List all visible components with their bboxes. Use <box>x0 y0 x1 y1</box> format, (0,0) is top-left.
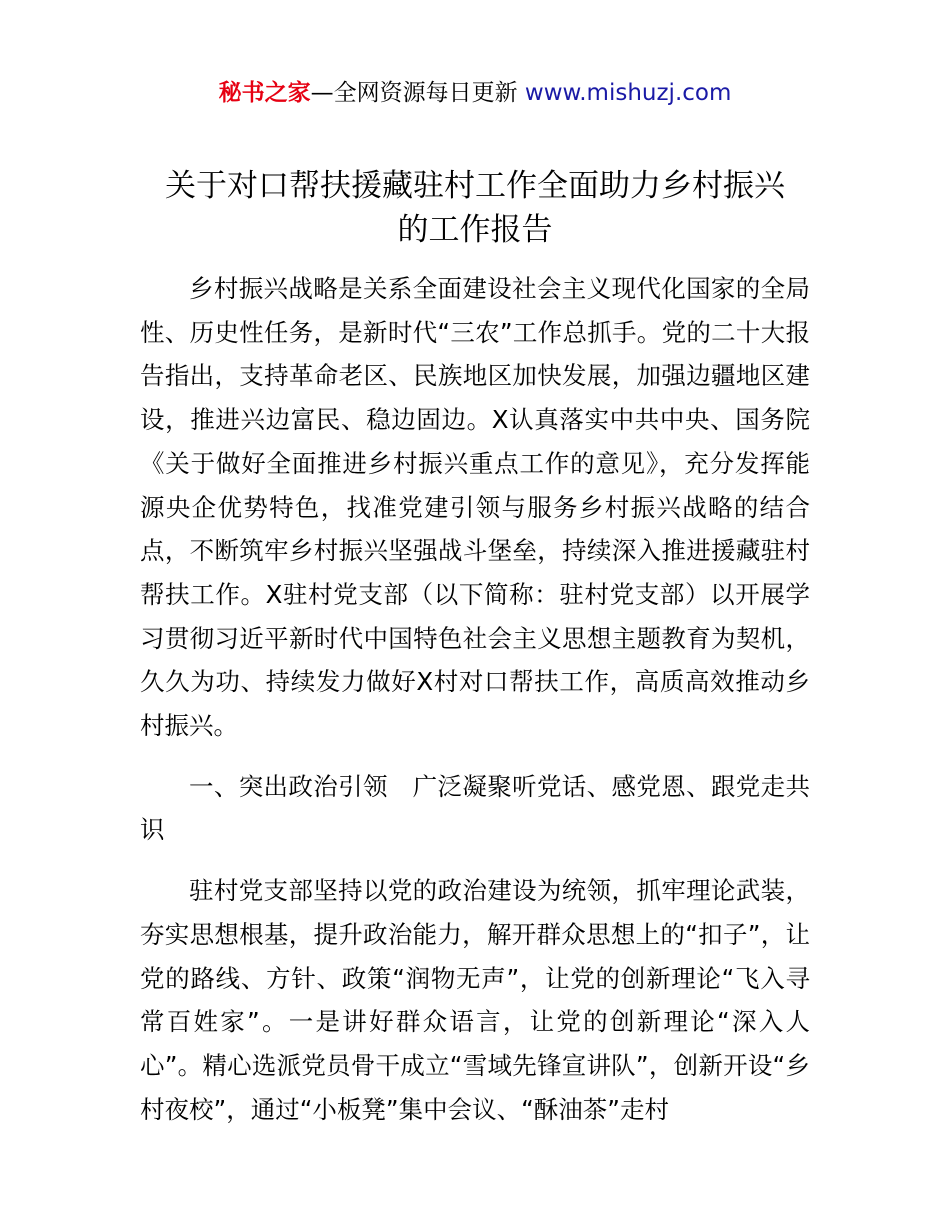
document-body <box>140 267 810 1131</box>
document-title-line-1: 关于对口帮扶援藏驻村工作全面助力乡村振兴 <box>165 168 785 204</box>
section-1-paragraph: 驻村党支部坚持以党的政治建设为统领，抓牢理论武装，夯实思想根基，提升政治能力，解开群众思想上的“扣子”，让党的路线、方针、政策“润物无声”，让党的创新理论“飞入寻常百姓家”。一是讲好群众语言，让党的创新理论“深入人心”。精心选派党员骨干成立“雪域先锋宣讲队”，创新开设“乡村夜校”，通过“小板凳”集中会议、“酥油茶”走村 <box>140 876 810 1124</box>
site-header <box>0 76 950 110</box>
section-heading-1: 一、突出政治引领 广泛凝聚听党话、感党恩、跟党走共识 <box>140 771 810 845</box>
site-brand: 秘书之家 <box>218 80 311 106</box>
intro-paragraph: 乡村振兴战略是关系全面建设社会主义现代化国家的全局性、历史性任务，是新时代“三农”工作总抓手。党的二十大报告指出，支持革命老区、民族地区加快发展，加强边疆地区建设，推进兴边富民、稳边固边。X认真落实中共中央、国务院《关于做好全面推进乡村振兴重点工作的意见》，充分发挥能源央企优势特色，找准党建引领与服务乡村振兴战略的结合点，不断筑牢乡村振兴坚强战斗堡垒，持续深入推进援藏驻村帮扶工作。X驻村党支部（以下简称：驻村党支部）以开展学习贯彻习近平新时代中国特色社会主义思想主题教育为契机，久久为功、持续发力做好X村对口帮扶工作，高质高效推动乡村振兴。 <box>140 274 810 741</box>
document-title-line-2: 的工作报告 <box>397 212 553 248</box>
document-title <box>140 164 810 252</box>
site-url-link[interactable]: www.mishuzj.com <box>524 80 732 106</box>
site-tagline: —全网资源每日更新 <box>310 80 518 106</box>
